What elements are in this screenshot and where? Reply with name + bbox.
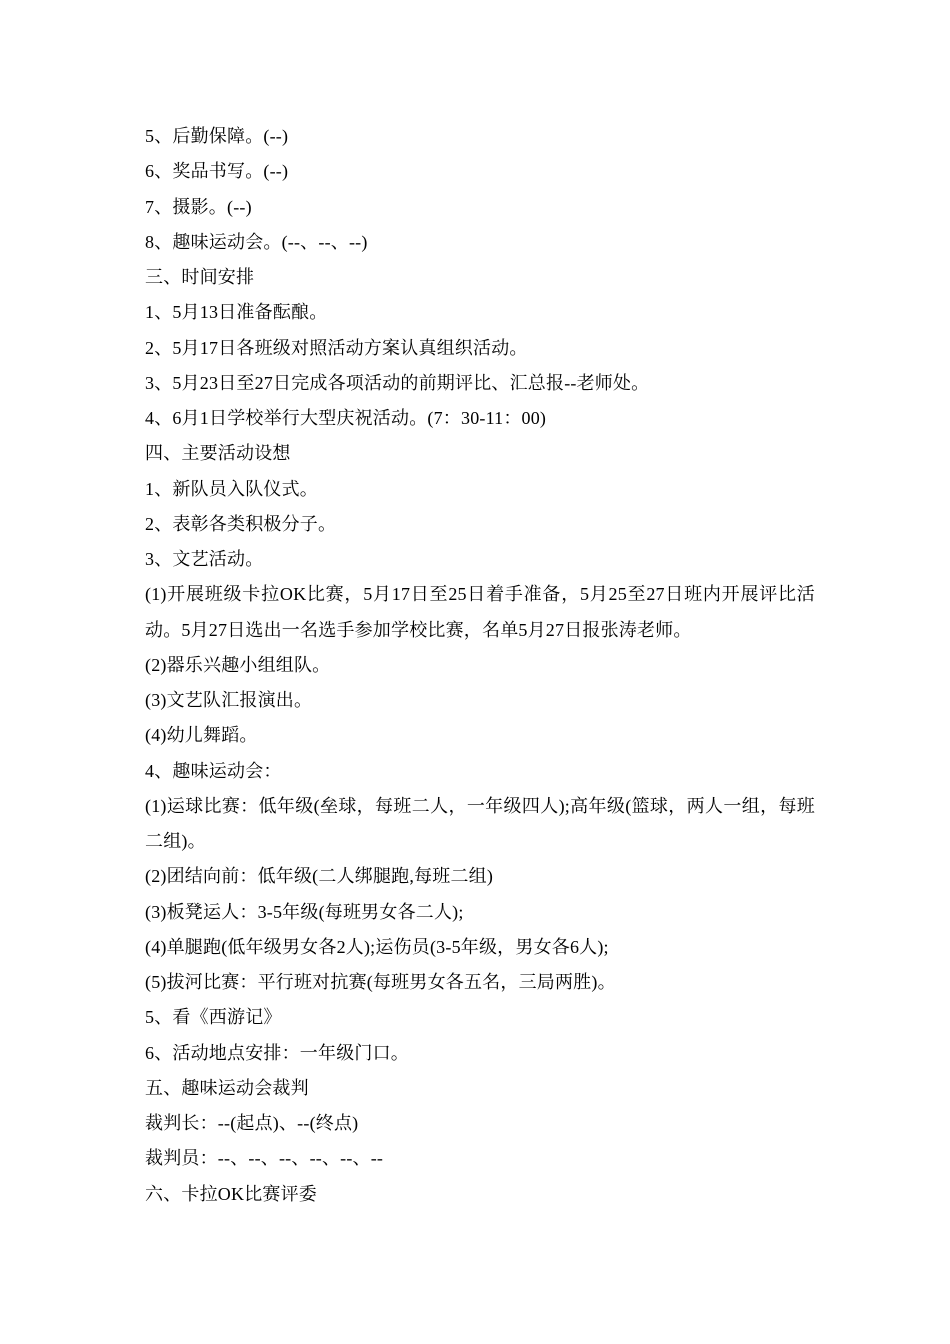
chief-referee: 裁判长：--(起点)、--(终点)	[145, 1113, 359, 1133]
sub-item-bench: (3)板凳运人：3-5年级(每班男女各二人);	[145, 901, 464, 922]
section-heading-karaoke-judges: 六、卡拉OK比赛评委	[145, 1183, 317, 1204]
activity-item-3: 3、文艺活动。	[145, 549, 264, 569]
sub-item-performance: (3)文艺队汇报演出。	[145, 690, 313, 710]
sub-item-one-leg: (4)单腿跑(低年级男女各2人);运伤员(3-5年级，男女各6人);	[145, 936, 609, 957]
list-item-photography: 7、摄影。(--)	[145, 196, 252, 217]
activity-item-1: 1、新队员入队仪式。	[145, 478, 318, 499]
sub-item-dance: (4)幼儿舞蹈。	[145, 725, 258, 746]
document-body	[145, 119, 815, 1212]
activity-item-2: 2、表彰各类积极分子。	[145, 513, 337, 534]
section-heading-referees: 五、趣味运动会裁判	[145, 1077, 309, 1098]
karaoke-paragraph: (1)开展班级卡拉OK比赛，5月17日至25日着手准备，5月25至27日班内开展评比活动。5月27日选出一名选手参加学校比赛，名单5月27日报张涛老师。	[145, 584, 815, 640]
activity-item-6: 6、活动地点安排：一年级门口。	[145, 1042, 409, 1063]
list-item-prize-writing: 6、奖品书写。(--)	[145, 161, 289, 182]
activity-item-5: 5、看《西游记》	[145, 1007, 282, 1028]
sub-item-tug-of-war: (5)拔河比赛：平行班对抗赛(每班男女各五名，三局两胜)。	[145, 972, 616, 992]
activity-item-4: 4、趣味运动会：	[145, 760, 282, 781]
schedule-item-2: 2、5月17日各班级对照活动方案认真组织活动。	[145, 337, 528, 358]
list-item-fun-sports: 8、趣味运动会。(--、--、--)	[145, 231, 368, 252]
schedule-item-1: 1、5月13日准备酝酿。	[145, 302, 328, 323]
sub-item-instrument: (2)器乐兴趣小组组队。	[145, 654, 331, 675]
ball-race-paragraph: (1)运球比赛：低年级(垒球，每班二人，一年级四人);高年级(篮球，两人一组，每班二组)。	[145, 795, 815, 851]
schedule-item-3: 3、5月23日至27日完成各项活动的前期评比、汇总报--老师处。	[145, 372, 650, 393]
section-heading-schedule: 三、时间安排	[145, 267, 255, 287]
schedule-item-4: 4、6月1日学校举行大型庆祝活动。(7：30-11：00)	[145, 408, 547, 428]
sub-item-unity: (2)团结向前：低年级(二人绑腿跑,每班二组)	[145, 866, 494, 887]
list-item-logistics: 5、后勤保障。(--)	[145, 126, 289, 146]
referees: 裁判员：--、--、--、--、--、--	[145, 1148, 384, 1169]
section-heading-main-activities: 四、主要活动设想	[145, 443, 291, 464]
